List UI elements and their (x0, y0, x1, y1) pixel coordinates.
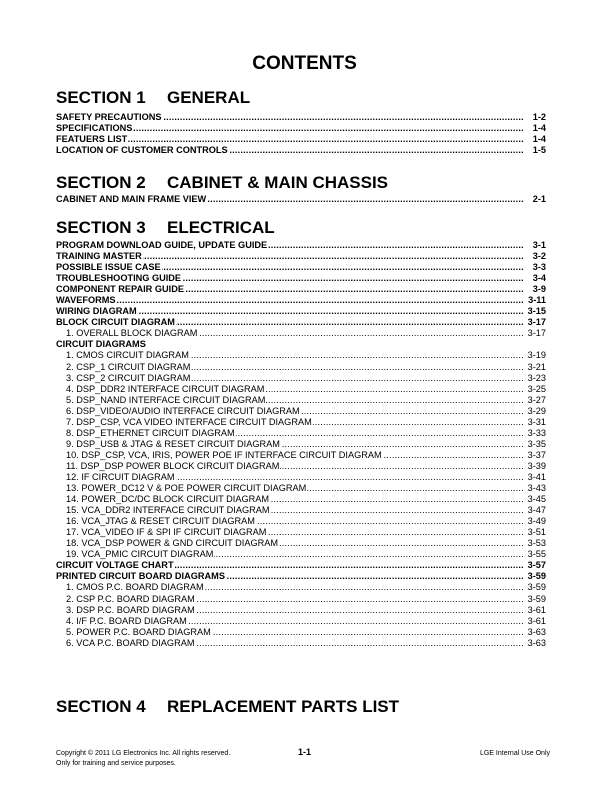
toc-entry-page: 3-41 (527, 471, 546, 482)
toc-entry-label: 3. DSP P.C. BOARD DIAGRAM (56, 605, 196, 615)
toc-entry-label: 5. POWER P.C. BOARD DIAGRAM (56, 627, 212, 637)
toc-list-section-1 (56, 112, 546, 156)
footer-internal-note: LGE Internal Use Only (479, 750, 550, 757)
toc-entry-page: 3-17 (527, 328, 546, 339)
toc-entry[interactable] (56, 582, 546, 593)
toc-entry-page: 3-31 (527, 416, 546, 427)
toc-entry-page: 3-33 (527, 427, 546, 438)
toc-entry-page: 3-47 (527, 505, 546, 516)
toc-entry-label: 6. VCA P.C. BOARD DIAGRAM (56, 638, 196, 648)
section-number: SECTION 3 (56, 218, 146, 237)
toc-entry[interactable] (56, 112, 546, 123)
toc-entry[interactable] (56, 527, 546, 538)
toc-entry[interactable] (56, 605, 546, 616)
toc-entry-page: 3-4 (532, 273, 546, 284)
toc-entry-page: 1-2 (532, 112, 546, 122)
toc-entry[interactable] (56, 505, 546, 516)
toc-entry-label: 1. OVERALL BLOCK DIAGRAM (56, 328, 198, 338)
section-heading-1 (56, 88, 250, 108)
toc-entry[interactable] (56, 339, 546, 350)
toc-entry[interactable] (56, 571, 546, 582)
section-name: ELECTRICAL (167, 218, 275, 237)
toc-entry-page: 1-4 (532, 134, 546, 145)
toc-entry-page: 1-5 (532, 145, 546, 156)
toc-entry-page: 3-19 (527, 350, 546, 361)
toc-entry-label: LOCATION OF CUSTOMER CONTROLS (56, 145, 228, 156)
toc-entry[interactable] (56, 461, 546, 472)
toc-entry-label: 6. DSP_VIDEO/AUDIO INTERFACE CIRCUIT DIAGRAM (56, 406, 301, 416)
toc-entry[interactable] (56, 538, 546, 549)
toc-entry-page: 3-43 (527, 483, 546, 494)
section-name: GENERAL (167, 88, 251, 107)
toc-entry[interactable] (56, 145, 546, 156)
toc-entry[interactable] (56, 273, 546, 284)
section-number: SECTION 1 (56, 88, 146, 107)
toc-entry-page: 3-29 (527, 405, 546, 416)
toc-entry-label: 7. DSP_CSP, VCA VIDEO INTERFACE CIRCUIT DIAGRAM (56, 417, 313, 427)
toc-entry-page: 3-23 (527, 372, 546, 383)
toc-entry[interactable] (56, 134, 546, 145)
toc-entry-label: 17. VCA_VIDEO IF & SPI IF CIRCUIT DIAGRAM (56, 527, 267, 537)
toc-entry[interactable] (56, 417, 546, 428)
toc-entry-label: TRAINING MASTER (56, 251, 142, 262)
toc-entry-page: 3-9 (532, 284, 546, 295)
toc-entry[interactable] (56, 638, 546, 649)
section-number: SECTION 4 (56, 697, 146, 716)
toc-entry-label: 1. CMOS P.C. BOARD DIAGRAM (56, 582, 205, 592)
toc-entry-page: 3-1 (532, 240, 546, 250)
toc-entry[interactable] (56, 516, 546, 527)
toc-entry-label: POSSIBLE ISSUE CASE (56, 262, 161, 273)
toc-entry-page: 3-57 (527, 560, 546, 571)
toc-entry[interactable] (56, 406, 546, 417)
toc-entry[interactable] (56, 373, 546, 384)
toc-entry-label: SPECIFICATIONS (56, 123, 133, 134)
section-heading-4 (56, 697, 399, 717)
toc-entry[interactable] (56, 483, 546, 494)
toc-entry[interactable] (56, 384, 546, 395)
toc-entry[interactable] (56, 284, 546, 295)
toc-entry-label: 9. DSP_USB & JTAG & RESET CIRCUIT DIAGRAM (56, 439, 281, 449)
toc-entry-label: 5. DSP_NAND INTERFACE CIRCUIT DIAGRAM (56, 395, 266, 405)
toc-entry-page: 2-1 (532, 194, 546, 204)
toc-entry-page: 3-55 (527, 549, 546, 560)
toc-entry[interactable] (56, 194, 546, 205)
toc-entry[interactable] (56, 439, 546, 450)
toc-entry-label: COMPONENT REPAIR GUIDE (56, 284, 184, 295)
toc-entry-label: 1. CMOS CIRCUIT DIAGRAM (56, 350, 190, 360)
toc-entry-page: 3-51 (527, 527, 546, 538)
toc-entry-label: CIRCUIT DIAGRAMS (56, 339, 146, 350)
toc-entry-label: PRINTED CIRCUIT BOARD DIAGRAMS (56, 571, 225, 582)
toc-entry-page: 3-37 (527, 449, 546, 460)
toc-entry-page: 3-27 (527, 394, 546, 405)
toc-entry[interactable] (56, 350, 546, 361)
toc-entry-label: 15. VCA_DDR2 INTERFACE CIRCUIT DIAGRAM (56, 505, 271, 515)
toc-entry-label: SAFETY PRECAUTIONS (56, 112, 162, 122)
toc-entry-label: 13. POWER_DC12 V & POE POWER CIRCUIT DIAGRAM (56, 483, 307, 493)
toc-entry[interactable] (56, 549, 546, 560)
toc-entry-label: 2. CSP_1 CIRCUIT DIAGRAM (56, 362, 191, 372)
toc-entry-page: 3-21 (527, 361, 546, 372)
toc-entry-label: 4. DSP_DDR2 INTERFACE CIRCUIT DIAGRAM (56, 384, 265, 394)
section-name: REPLACEMENT PARTS LIST (167, 697, 400, 716)
toc-entry-label: 4. I/F P.C. BOARD DIAGRAM (56, 616, 188, 626)
toc-entry[interactable] (56, 450, 546, 461)
toc-entry-page: 3-17 (527, 317, 546, 328)
toc-entry[interactable] (56, 123, 546, 134)
toc-entry-page: 3-11 (528, 295, 546, 306)
toc-entry[interactable] (56, 472, 546, 483)
toc-entry-label: PROGRAM DOWNLOAD GUIDE, UPDATE GUIDE (56, 240, 268, 250)
toc-entry-page: 3-2 (532, 251, 546, 262)
toc-leader-dots (56, 295, 524, 306)
toc-entry-label: CABINET AND MAIN FRAME VIEW (56, 194, 207, 204)
toc-list-section-2 (56, 194, 546, 205)
toc-entry-label: 8. DSP_ETHERNET CIRCUIT DIAGRAM (56, 428, 236, 438)
toc-entry-page: 3-61 (527, 604, 546, 615)
toc-entry[interactable] (56, 295, 546, 306)
toc-entry-label: 3. CSP_2 CIRCUIT DIAGRAM (56, 373, 191, 383)
toc-entry[interactable] (56, 262, 546, 273)
toc-entry-label: 11. DSP_DSP POWER BLOCK CIRCUIT DIAGRAM (56, 461, 280, 471)
toc-entry[interactable] (56, 317, 546, 328)
toc-entry-page: 1-4 (532, 123, 546, 134)
toc-entry[interactable] (56, 494, 546, 505)
toc-entry-page: 3-3 (532, 262, 546, 273)
toc-entry[interactable] (56, 616, 546, 627)
footer-copyright: Copyright © 2011 LG Electronics Inc. All rights reserved. (56, 750, 231, 757)
toc-entry-page: 3-63 (527, 626, 546, 637)
footer-training-note: Only for training and service purposes. (56, 759, 176, 767)
toc-entry[interactable] (56, 328, 546, 339)
toc-entry-page: 3-59 (527, 593, 546, 604)
toc-list-section-3 (56, 240, 546, 649)
toc-entry[interactable] (56, 306, 546, 317)
toc-entry-label: WIRING DIAGRAM (56, 306, 137, 317)
toc-entry-page: 3-25 (527, 383, 546, 394)
toc-entry-label: 18. VCA_DSP POWER & GND CIRCUIT DIAGRAM (56, 538, 279, 548)
toc-entry-label: 19. VCA_PMIC CIRCUIT DIAGRAM (56, 549, 214, 559)
toc-entry-page: 3-59 (527, 571, 546, 582)
toc-entry-label: FEATUERS LIST (56, 134, 128, 145)
toc-entry-label: 10. DSP_CSP, VCA, IRIS, POWER POE IF INTERFACE CIRCUIT DIAGRAM (56, 450, 383, 460)
section-heading-3 (56, 218, 275, 238)
toc-entry[interactable] (56, 594, 546, 605)
toc-entry[interactable] (56, 627, 546, 638)
toc-entry-label: CIRCUIT VOLTAGE CHART (56, 560, 174, 571)
toc-entry-label: WAVEFORMS (56, 295, 116, 306)
section-name: CABINET & MAIN CHASSIS (167, 173, 389, 192)
toc-entry-page: 3-49 (527, 516, 546, 527)
toc-entry[interactable] (56, 362, 546, 373)
section-number: SECTION 2 (56, 173, 146, 192)
toc-entry-label: 12. IF CIRCUIT DIAGRAM (56, 472, 176, 482)
toc-entry-page: 3-35 (527, 438, 546, 449)
toc-entry-page: 3-61 (527, 615, 546, 626)
toc-entry-label: 2. CSP P.C. BOARD DIAGRAM (56, 594, 196, 604)
toc-entry-page: 3-53 (527, 538, 546, 549)
page-title: CONTENTS (252, 53, 357, 74)
toc-entry[interactable] (56, 395, 546, 406)
toc-entry-label: 14. POWER_DC/DC BLOCK CIRCUIT DIAGRAM (56, 494, 270, 504)
toc-entry[interactable] (56, 240, 546, 251)
toc-entry-page: 3-59 (527, 582, 546, 593)
toc-entry-label: TROUBLESHOOTING GUIDE (56, 273, 182, 284)
toc-entry-page: 3-63 (527, 637, 546, 648)
footer-page-number: 1-1 (297, 747, 311, 757)
toc-entry-label: 16. VCA_JTAG & RESET CIRCUIT DIAGRAM (56, 516, 256, 526)
section-heading-2 (56, 173, 388, 193)
toc-entry-page: 3-45 (527, 494, 546, 505)
toc-entry[interactable] (56, 251, 546, 262)
toc-entry-label: BLOCK CIRCUIT DIAGRAM (56, 317, 175, 328)
toc-entry-page: 3-39 (527, 460, 546, 471)
toc-entry[interactable] (56, 428, 546, 439)
toc-entry-page: 3-15 (527, 306, 546, 317)
toc-entry[interactable] (56, 560, 546, 571)
